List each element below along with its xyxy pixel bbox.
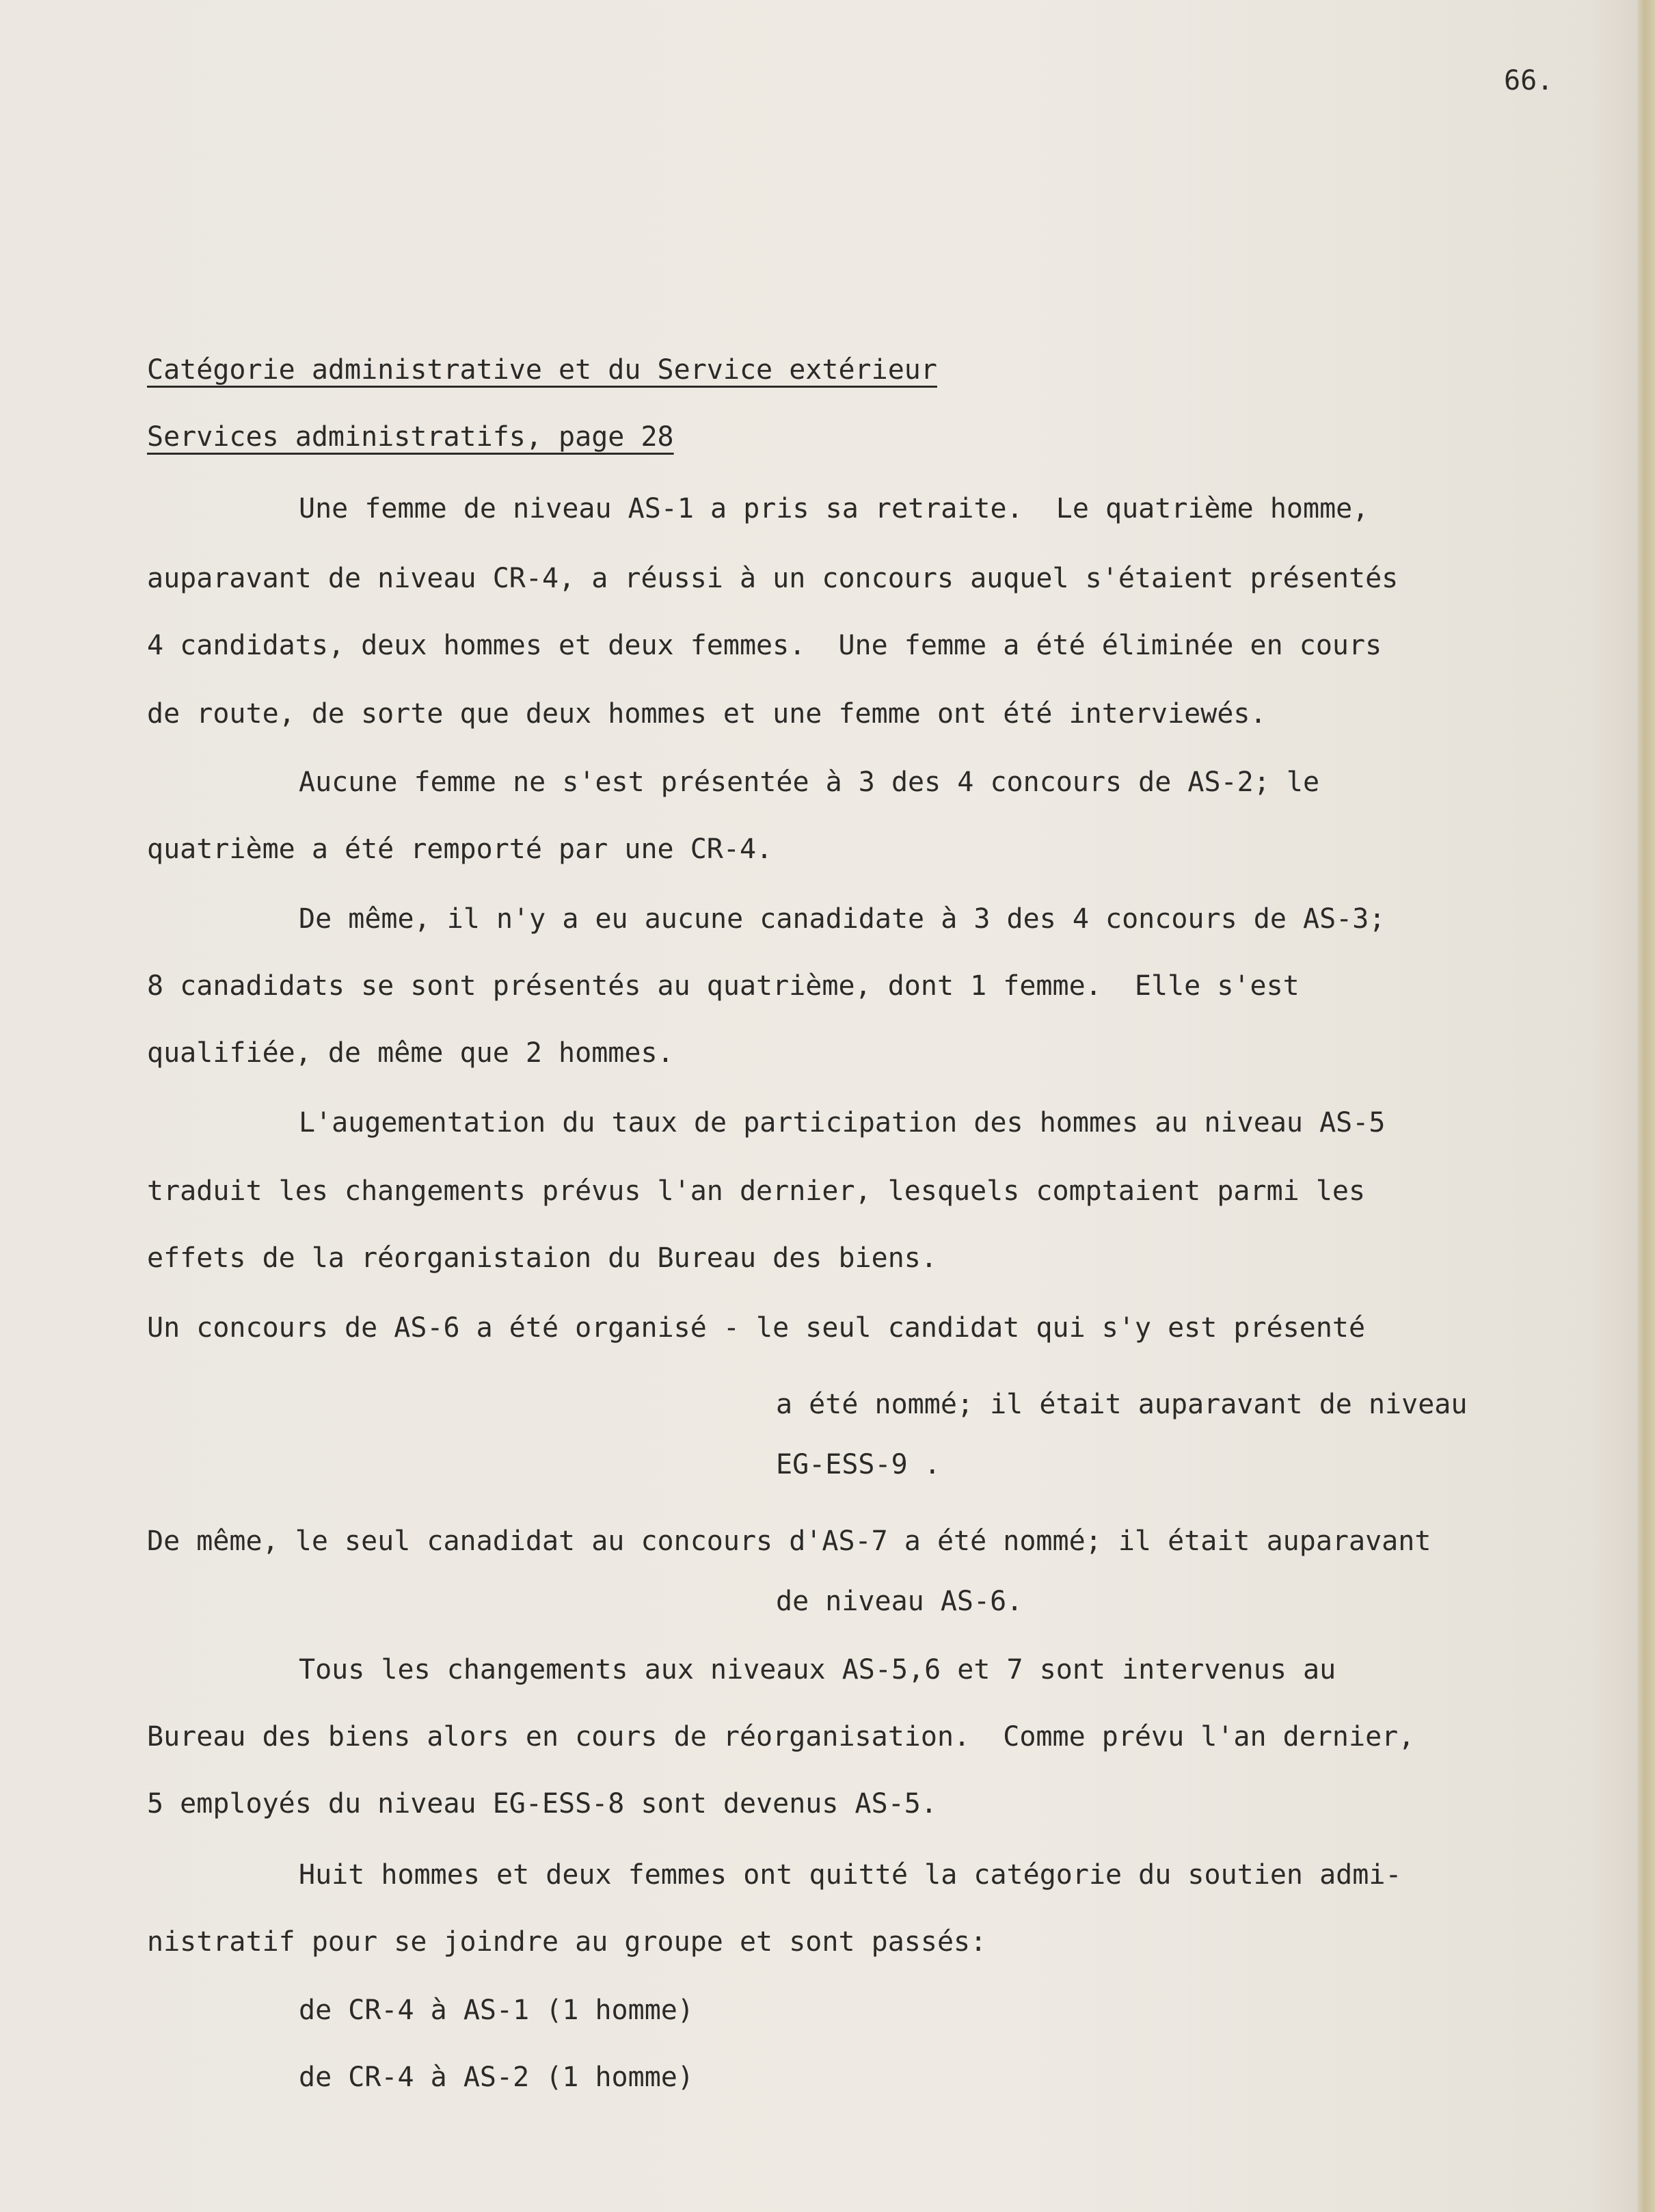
text-line: Aucune femme ne s'est présentée à 3 des 4 concours de AS-2; le <box>299 767 1320 798</box>
text-line: L'augementation du taux de participation des hommes au niveau AS-5 <box>299 1107 1386 1138</box>
text-line: quatrième a été remporté par une CR-4. <box>147 834 773 865</box>
page-edge <box>1637 0 1655 2212</box>
text-line: effets de la réorganistaion du Bureau des biens. <box>147 1242 937 1274</box>
text-line: a été nommé; il était auparavant de niveau <box>776 1389 1468 1420</box>
text-line: de CR-4 à AS-1 (1 homme) <box>299 1995 694 2026</box>
text-line: EG-ESS-9 . <box>776 1449 941 1480</box>
text-line: 4 candidats, deux hommes et deux femmes. Une femme a été éliminée en cours <box>147 630 1382 661</box>
text-line: qualifiée, de même que 2 hommes. <box>147 1037 674 1069</box>
text-line: de niveau AS-6. <box>776 1586 1023 1617</box>
text-line: De même, il n'y a eu aucune canadidate à 3 des 4 concours de AS-3; <box>299 903 1386 935</box>
text-line: 5 employés du niveau EG-ESS-8 sont devenus AS-5. <box>147 1788 937 1820</box>
text-line: nistratif pour se joindre au groupe et sont passés: <box>147 1926 987 1958</box>
text-line: 8 canadidats se sont présentés au quatrième, dont 1 femme. Elle s'est <box>147 970 1300 1002</box>
section-heading: Catégorie administrative et du Service extérieur <box>147 354 937 386</box>
text-line: De même, le seul canadidat au concours d'AS-7 a été nommé; il était auparavant <box>147 1525 1431 1557</box>
page-number: 66. <box>1504 65 1554 96</box>
text-line: traduit les changements prévus l'an dernier, lesquels comptaient parmi les <box>147 1175 1366 1207</box>
text-line: de CR-4 à AS-2 (1 homme) <box>299 2062 694 2093</box>
text-line: de route, de sorte que deux hommes et une femme ont été interviewés. <box>147 698 1267 730</box>
text-line: Un concours de AS-6 a été organisé - le seul candidat qui s'y est présenté <box>147 1312 1366 1344</box>
text-line: auparavant de niveau CR-4, a réussi à un concours auquel s'étaient présentés <box>147 563 1399 594</box>
text-line: Une femme de niveau AS-1 a pris sa retraite. Le quatrième homme, <box>299 493 1369 524</box>
text-line: Huit hommes et deux femmes ont quitté la catégorie du soutien admi- <box>299 1859 1402 1891</box>
text-line: Bureau des biens alors en cours de réorganisation. Comme prévu l'an dernier, <box>147 1721 1415 1753</box>
text-line: Tous les changements aux niveaux AS-5,6 et 7 sont intervenus au <box>299 1654 1336 1685</box>
subsection-heading: Services administratifs, page 28 <box>147 421 674 453</box>
